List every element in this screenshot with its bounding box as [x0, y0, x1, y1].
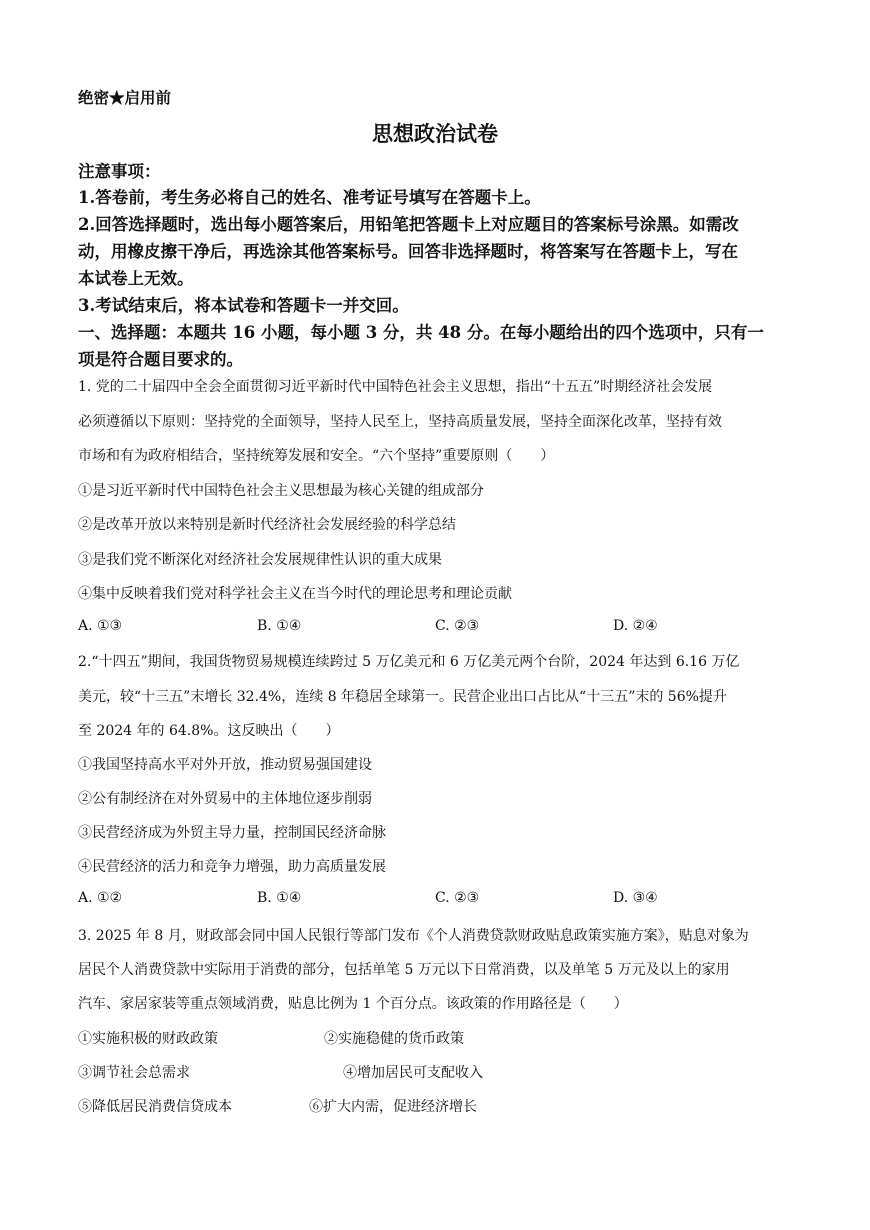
page-title: 思想政治试卷 [372, 121, 498, 146]
statement-item: ①是习近平新时代中国特色社会主义思想最为核心关键的组成部分 [78, 483, 484, 499]
section-heading: 项是符合题目要求的。 [78, 350, 243, 369]
question-stem: 汽车、家居家装等重点领域消费，贴息比例为 1 个百分点。该政策的作用路径是（ ） [78, 996, 628, 1012]
question-stem: 居民个人消费贷款中实际用于消费的部分，包括单笔 5 万元以下日常消费，以及单笔 5 万元及以上的家用 [78, 962, 730, 978]
notice-line: 2.回答选择题时，选出每小题答案后，用铅笔把答题卡上对应题目的答案标号涂黑。如需改 [78, 215, 739, 234]
option-d: D. ③④ [613, 890, 658, 906]
statement-item: ③民营经济成为外贸主导力量，控制国民经济命脉 [78, 825, 386, 841]
statement-item: ⑤降低居民消费信贷成本 [78, 1099, 232, 1115]
statement-item: ②是改革开放以来特别是新时代经济社会发展经验的科学总结 [78, 517, 456, 533]
option-b: B. ①④ [257, 618, 302, 634]
option-a: A. ①② [78, 890, 123, 906]
statement-item: ③调节社会总需求 [78, 1065, 190, 1081]
statement-item: ④增加居民可支配收入 [343, 1065, 483, 1081]
notice-line: 3.考试结束后，将本试卷和答题卡一并交回。 [78, 296, 409, 315]
question-stem: 必须遵循以下原则：坚持党的全面领导，坚持人民至上，坚持高质量发展，坚持全面深化改革，坚持有效 [78, 414, 722, 430]
notice-line: 1.答卷前，考生务必将自己的姓名、准考证号填写在答题卡上。 [78, 188, 541, 207]
statement-item: ③是我们党不断深化对经济社会发展规律性认识的重大成果 [78, 552, 442, 568]
statement-item: ②实施稳健的货币政策 [324, 1031, 464, 1047]
notice-heading: 注意事项： [78, 162, 161, 181]
option-a: A. ①③ [78, 618, 123, 634]
question-stem: 1. 党的二十届四中全会全面贯彻习近平新时代中国特色社会主义思想，指出“十五五”时期经济社会发展 [78, 379, 713, 395]
statement-item: ⑥扩大内需，促进经济增长 [309, 1099, 477, 1115]
question-stem: 美元，较“十三五”末增长 32.4%，连续 8 年稳居全球第一。民营企业出口占比从“十三五”末的 56%提升 [78, 689, 727, 705]
statement-item: ④集中反映着我们党对科学社会主义在当今时代的理论思考和理论贡献 [78, 586, 512, 602]
question-stem: 3. 2025 年 8 月，财政部会同中国人民银行等部门发布《个人消费贷款财政贴息政策实施方案》，贴息对象为 [78, 928, 749, 944]
notice-line: 本试卷上无效。 [78, 269, 194, 288]
question-stem: 2.“十四五”期间，我国货物贸易规模连续跨过 5 万亿美元和 6 万亿美元两个台阶，2024 年达到 6.16 万亿 [78, 654, 740, 670]
statement-item: ①我国坚持高水平对外开放，推动贸易强国建设 [78, 757, 372, 773]
option-d: D. ②④ [613, 618, 658, 634]
secret-mark: 绝密★启用前 [78, 88, 172, 107]
option-c: C. ②③ [435, 890, 480, 906]
section-heading: 一、选择题：本题共 16 小题，每小题 3 分，共 48 分。在每小题给出的四个选项中，只有一 [78, 323, 764, 342]
notice-line: 动，用橡皮擦干净后，再选涂其他答案标号。回答非选择题时，将答案写在答题卡上，写在 [78, 242, 738, 261]
statement-item: ④民营经济的活力和竞争力增强，助力高质量发展 [78, 859, 386, 875]
statement-item: ①实施积极的财政政策 [78, 1031, 218, 1047]
statement-item: ②公有制经济在对外贸易中的主体地位逐步削弱 [78, 791, 372, 807]
question-stem: 市场和有为政府相结合，坚持统筹发展和安全。“六个坚持”重要原则（ ） [78, 448, 555, 464]
option-c: C. ②③ [435, 618, 480, 634]
question-stem: 至 2024 年的 64.8%。这反映出（ ） [78, 723, 340, 739]
option-b: B. ①④ [257, 890, 302, 906]
